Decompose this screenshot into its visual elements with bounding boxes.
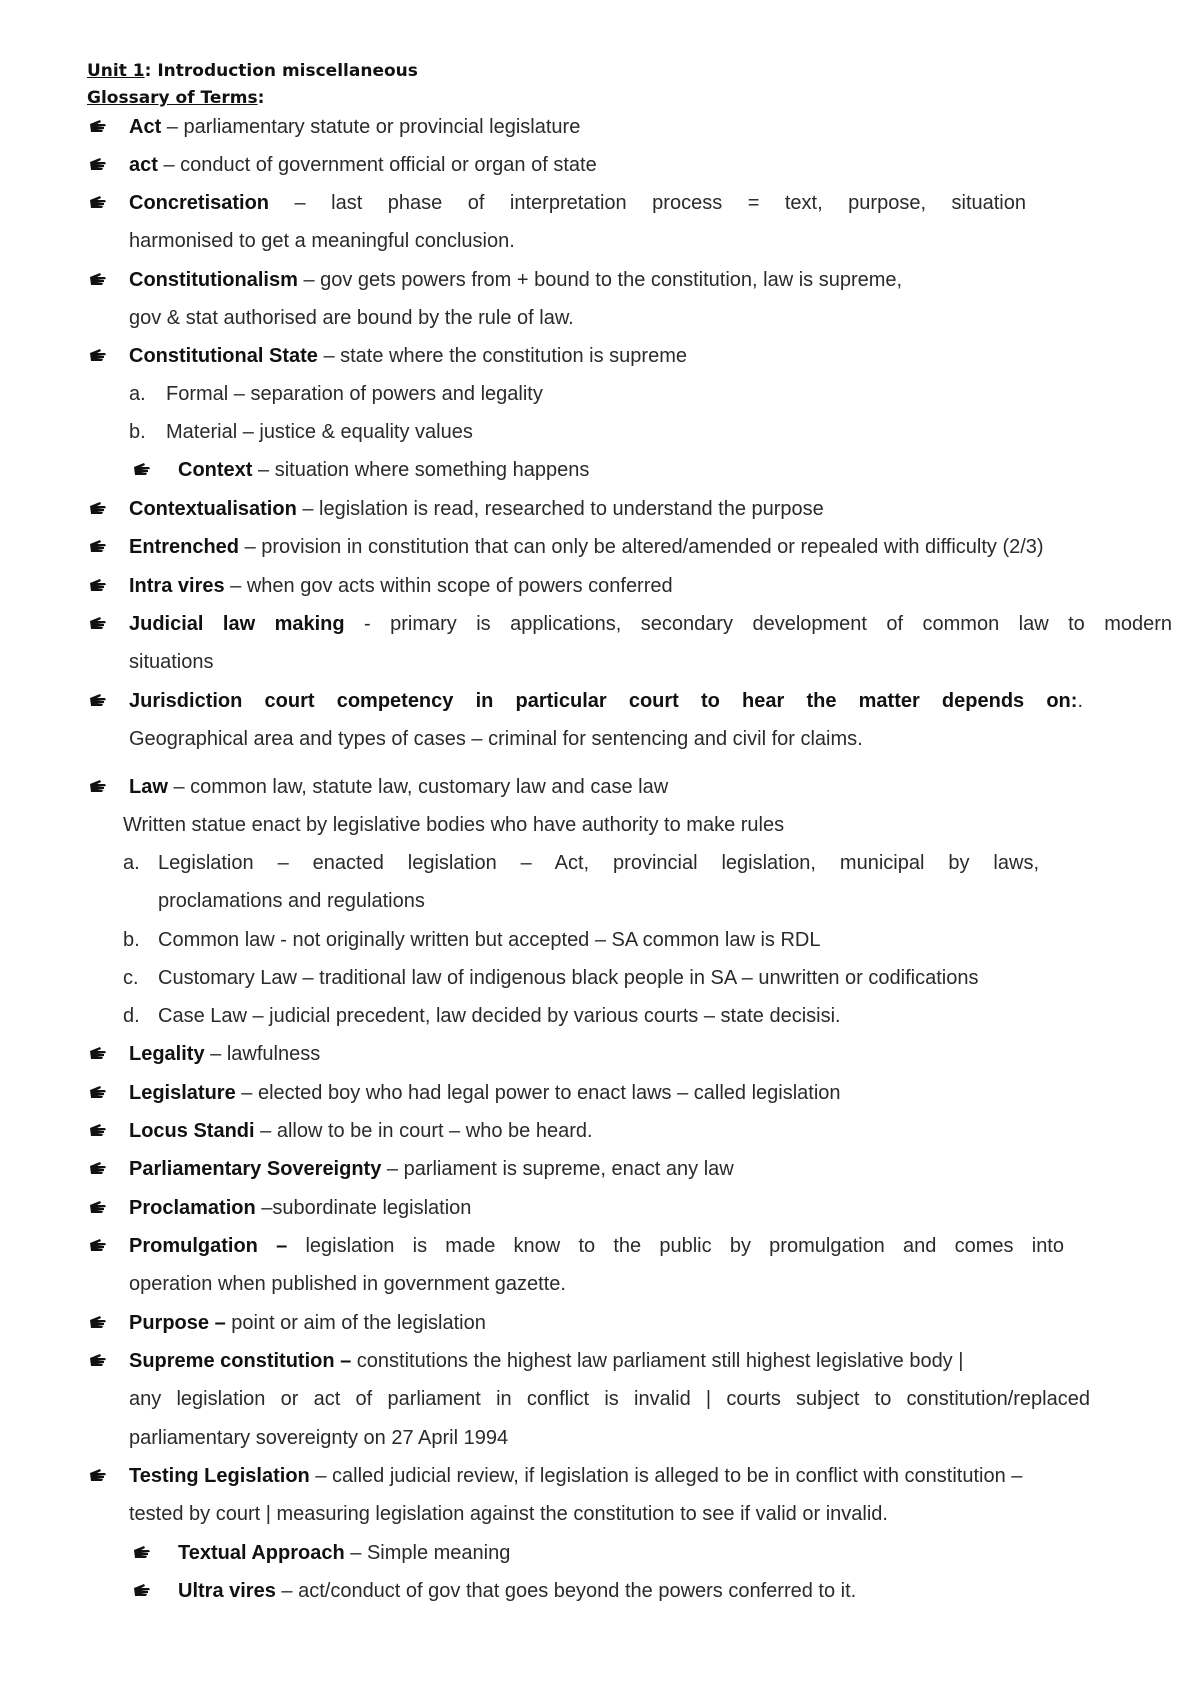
list-marker: b. (129, 421, 146, 443)
definition-continued: parliamentary sovereignty on 27 April 1994 (129, 1427, 509, 1449)
definition: – situation where something happens (252, 459, 590, 481)
definition: – Simple meaning (344, 1542, 511, 1564)
definition-continued: tested by court | measuring legislation against the constitution to see if valid or invalid. (129, 1503, 888, 1525)
term: Proclamation (129, 1197, 256, 1219)
pointing-hand-icon (89, 1236, 109, 1254)
list-marker: b. (123, 929, 140, 951)
definition: - primary is applications, secondary development of common law to modern (344, 613, 1173, 635)
glossary-heading (87, 88, 264, 108)
glossary-label: Glossary of Terms (87, 88, 258, 108)
definition: constitutions the highest law parliament still highest legislative body | (351, 1350, 964, 1372)
list-marker: d. (123, 1005, 140, 1027)
sub-item-text: Customary Law – traditional law of indigenous black people in SA – unwritten or codifications (158, 967, 979, 989)
term: Purpose – (129, 1312, 226, 1334)
term: Parliamentary Sovereignty (129, 1158, 382, 1180)
definition: point or aim of the legislation (225, 1312, 486, 1334)
sub-item-text: Formal – separation of powers and legality (166, 383, 543, 405)
term: Context (178, 459, 253, 481)
pointing-hand-icon (89, 576, 109, 594)
pointing-hand-icon (89, 155, 109, 173)
unit-heading (87, 61, 418, 81)
list-marker: a. (129, 383, 146, 405)
unit-label: Unit 1 (87, 61, 145, 81)
pointing-hand-icon (133, 1543, 153, 1561)
sub-item-text: Material – justice & equality values (166, 421, 473, 443)
list-marker: a. (123, 852, 140, 874)
pointing-hand-icon (133, 460, 153, 478)
definition: – common law, statute law, customary law and case law (167, 776, 669, 798)
term: Act (129, 116, 162, 138)
paragraph-text: Written statue enact by legislative bodies who have authority to make rules (123, 814, 785, 836)
definition: – act/conduct of gov that goes beyond the powers conferred to it. (275, 1580, 857, 1602)
pointing-hand-icon (89, 614, 109, 632)
definition: – gov gets powers from + bound to the constitution, law is supreme, (297, 269, 903, 291)
list-marker: c. (123, 967, 139, 989)
term: Textual Approach (178, 1542, 345, 1564)
definition: – parliamentary statute or provincial legislature (161, 116, 581, 138)
definition: – allow to be in court – who be heard. (254, 1120, 593, 1142)
term: Locus Standi (129, 1120, 255, 1142)
definition: – parliament is supreme, enact any law (381, 1158, 734, 1180)
definition: – legislation is read, researched to understand the purpose (296, 498, 824, 520)
pointing-hand-icon (89, 346, 109, 364)
term: Intra vires (129, 575, 225, 597)
pointing-hand-icon (89, 1466, 109, 1484)
term: Testing Legislation (129, 1465, 310, 1487)
pointing-hand-icon (89, 691, 109, 709)
pointing-hand-icon (89, 1044, 109, 1062)
term: Legality (129, 1043, 205, 1065)
definition: . (1077, 690, 1083, 712)
definition: – provision in constitution that can only be altered/amended or repealed with difficulty (2/3) (239, 536, 1044, 558)
term: Concretisation (129, 192, 270, 214)
sub-item-continued: proclamations and regulations (158, 890, 425, 912)
pointing-hand-icon (89, 1083, 109, 1101)
term: Jurisdiction court competency in particular court to hear the matter depends on: (129, 690, 1078, 712)
definition: – last phase of interpretation process = text, purpose, situation (269, 192, 1026, 214)
pointing-hand-icon (89, 1121, 109, 1139)
term: Contextualisation (129, 498, 297, 520)
definition: – when gov acts within scope of powers conferred (224, 575, 673, 597)
pointing-hand-icon (89, 777, 109, 795)
sub-item-text: Legislation – enacted legislation – Act, provincial legislation, municipal by laws, (158, 852, 1039, 874)
term: Ultra vires (178, 1580, 276, 1602)
definition-continued: Geographical area and types of cases – criminal for sentencing and civil for claims. (129, 728, 863, 750)
pointing-hand-icon (89, 499, 109, 517)
pointing-hand-icon (89, 117, 109, 135)
pointing-hand-icon (89, 270, 109, 288)
definition: – conduct of government official or organ of state (157, 154, 597, 176)
term: Promulgation – (129, 1235, 288, 1257)
term: Entrenched (129, 536, 240, 558)
term: act (129, 154, 158, 176)
definition: – called judicial review, if legislation is alleged to be in conflict with constitution – (309, 1465, 1023, 1487)
term: Constitutional State (129, 345, 318, 367)
term: Judicial law making (129, 613, 345, 635)
definition-continued: any legislation or act of parliament in conflict is invalid | courts subject to constitution/replaced (129, 1388, 1090, 1410)
definition: – elected boy who had legal power to enact laws – called legislation (235, 1082, 841, 1104)
definition-continued: situations (129, 651, 214, 673)
pointing-hand-icon (133, 1581, 153, 1599)
glossary-colon: : (257, 88, 265, 108)
sub-item-text: Common law - not originally written but accepted – SA common law is RDL (158, 929, 821, 951)
definition: legislation is made know to the public by promulgation and comes into (287, 1235, 1064, 1257)
sub-item-text: Case Law – judicial precedent, law decided by various courts – state decisisi. (158, 1005, 841, 1027)
unit-title: : Introduction miscellaneous (144, 61, 418, 81)
definition-continued: gov & stat authorised are bound by the rule of law. (129, 307, 574, 329)
definition-continued: operation when published in government gazette. (129, 1273, 566, 1295)
pointing-hand-icon (89, 1159, 109, 1177)
pointing-hand-icon (89, 1351, 109, 1369)
definition: – lawfulness (204, 1043, 321, 1065)
pointing-hand-icon (89, 193, 109, 211)
pointing-hand-icon (89, 537, 109, 555)
definition-continued: harmonised to get a meaningful conclusion. (129, 230, 515, 252)
term: Constitutionalism (129, 269, 298, 291)
term: Law (129, 776, 168, 798)
pointing-hand-icon (89, 1313, 109, 1331)
term: Supreme constitution – (129, 1350, 352, 1372)
definition: – state where the constitution is supreme (317, 345, 687, 367)
term: Legislature (129, 1082, 236, 1104)
definition: –subordinate legislation (255, 1197, 472, 1219)
pointing-hand-icon (89, 1198, 109, 1216)
